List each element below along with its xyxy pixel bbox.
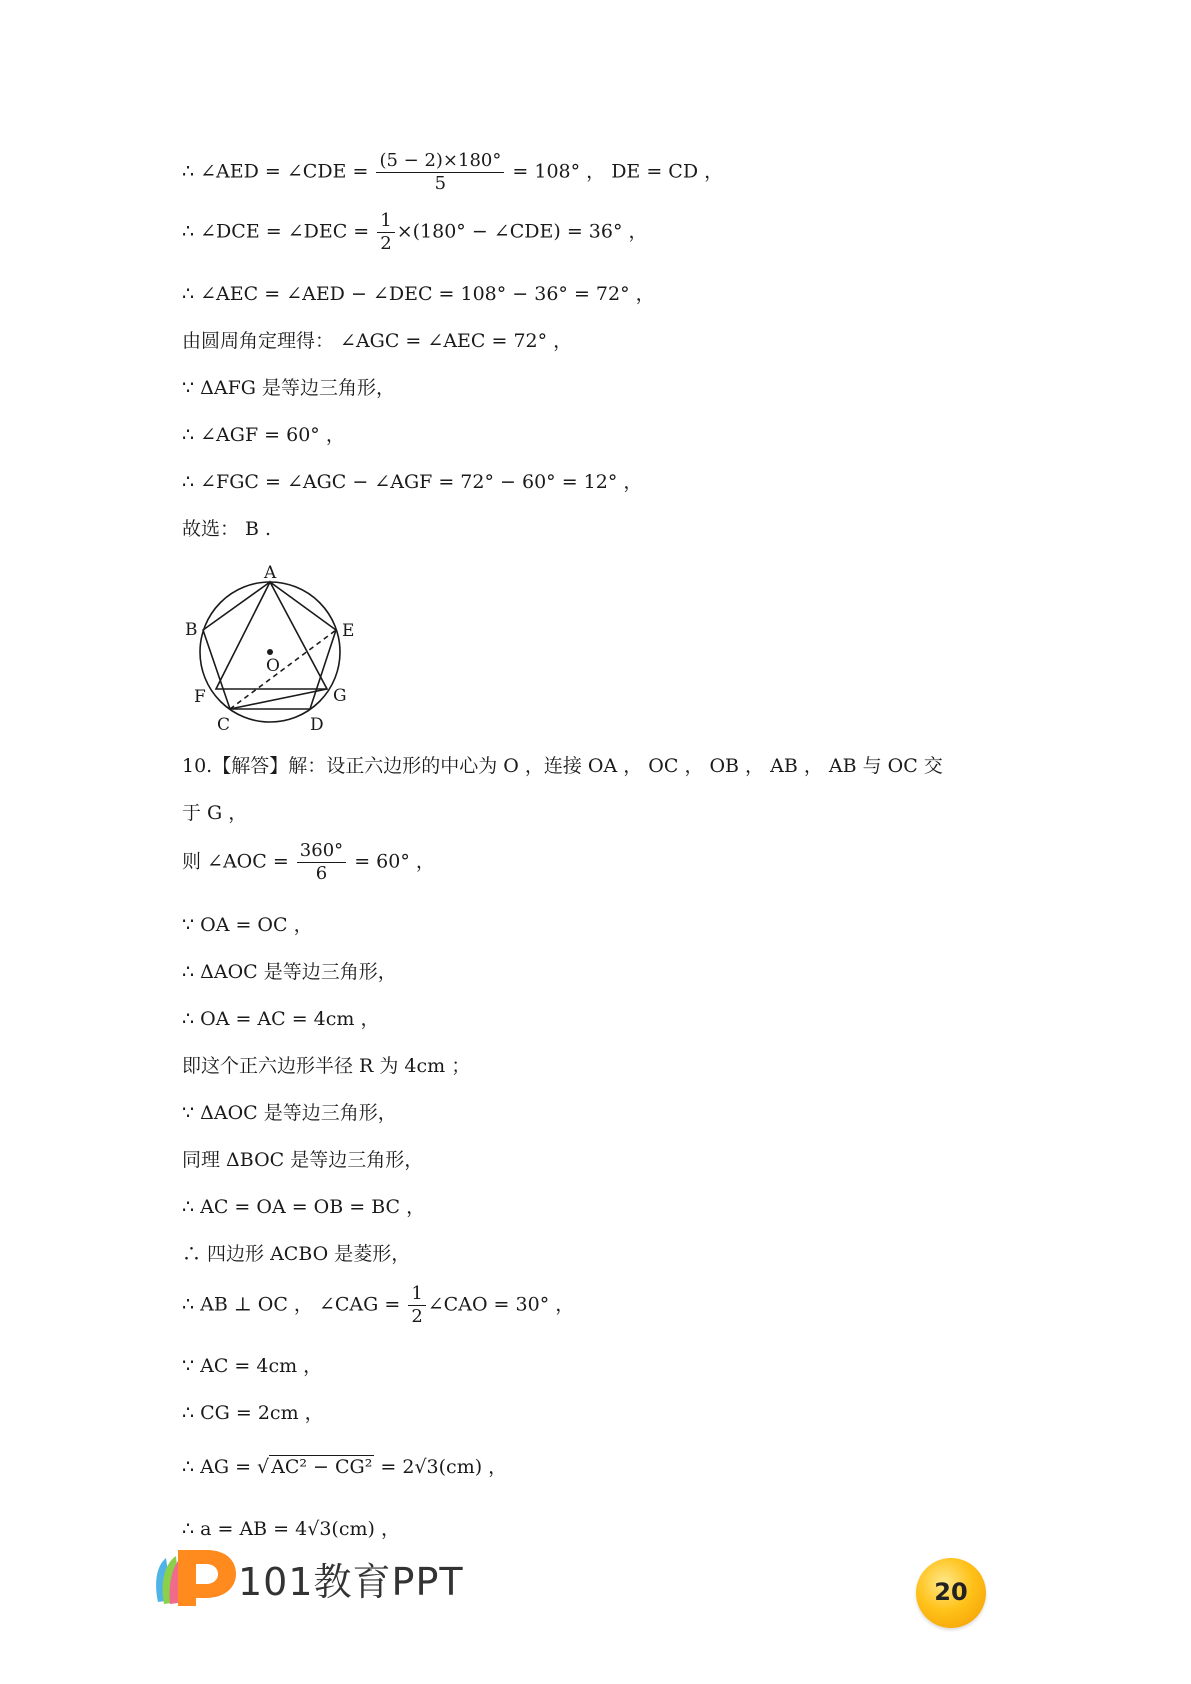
fraction: $\frac{360^\circ}{6}$	[297, 840, 346, 885]
solution-line: ∴ ∠FGC = ∠AGC − ∠AGF = 72° − 60° = 12° ，	[182, 471, 643, 493]
label-e: E	[342, 621, 355, 641]
solution-line: 同理 ΔBOC 是等边三角形，	[182, 1149, 424, 1171]
solution-line: 即这个正六边形半径 R 为 4cm ；	[182, 1055, 471, 1077]
brand-name: 101教育PPT	[238, 1560, 464, 1604]
solution-line: ∵ ΔAOC 是等边三角形，	[182, 1102, 397, 1124]
solution-line: ∴ AC = OA = OB = BC ，	[182, 1196, 426, 1218]
solution-line: ∴ AB ⊥ OC ， ∠CAG = $\frac{1}{2}$ ∠CAO = 30° ，	[182, 1283, 575, 1327]
solution-line: ∴ ∠AEC = ∠AED − ∠DEC = 108° − 36° = 72° ，	[182, 283, 655, 305]
solution-line: ∵ AC = 4cm ，	[182, 1355, 323, 1377]
page-number-badge	[916, 1558, 986, 1628]
solution-line: ∴ a = AB = 4√3(cm) ，	[182, 1518, 400, 1540]
solution-line: ∵ OA = OC ，	[182, 914, 313, 936]
center-point	[267, 649, 273, 655]
fraction: $\frac{(5 - 2)\times 180^\circ}{5}$	[376, 150, 504, 195]
solution-line: ∴ ∠DCE = ∠DEC = $\frac{1}{2}$ ×(180° − ∠CDE) = 36° ，	[182, 210, 648, 254]
label-d: D	[310, 715, 324, 734]
solution-line: ∴ CG = 2cm ，	[182, 1402, 324, 1424]
solution-line: ∴ ΔAOC 是等边三角形，	[182, 961, 397, 983]
square-root: AC² − CG²	[271, 1456, 373, 1478]
label-a: A	[264, 564, 277, 583]
label-o: O	[266, 656, 280, 676]
solution-line: ∴ AG = √ AC² − CG² = 2√3(cm) ，	[182, 1456, 508, 1478]
label-g: G	[333, 686, 347, 706]
solution-line: 则 ∠AOC = $\frac{360^\circ}{6}$ = 60° ，	[182, 840, 435, 884]
fraction: $\frac{1}{2}$	[408, 1283, 425, 1328]
fraction: $\frac{1}{2}$	[377, 210, 394, 255]
solution-line: ∴ 四边形 ACBO 是菱形，	[182, 1243, 411, 1265]
segment-ce	[230, 630, 336, 709]
geometry-figure	[182, 564, 362, 734]
solution-line: ∴ ∠AGF = 60° ，	[182, 424, 345, 446]
solution-line: 由圆周角定理得： ∠AGC = ∠AEC = 72° ，	[182, 330, 573, 352]
label-f: F	[194, 687, 206, 707]
page-number: 20	[934, 1578, 968, 1606]
solution-line: ∴ OA = AC = 4cm ，	[182, 1008, 380, 1030]
solution-line: 于 G ，	[182, 802, 248, 824]
label-b: B	[185, 620, 198, 640]
solution-line: ∴ ∠AED = ∠CDE = $\frac{(5 - 2)\times 180^\circ}{5}$ = 108° ， DE = CD ，	[182, 150, 724, 194]
label-c: C	[217, 715, 231, 734]
solution-line: 10.【解答】解：设正六边形的中心为 O ，连接 OA ， OC ， OB ， AB ， AB 与 OC 交	[182, 755, 943, 777]
solution-line: 故选： B .	[182, 518, 272, 540]
solution-line: ∵ ΔAFG 是等边三角形，	[182, 377, 395, 399]
